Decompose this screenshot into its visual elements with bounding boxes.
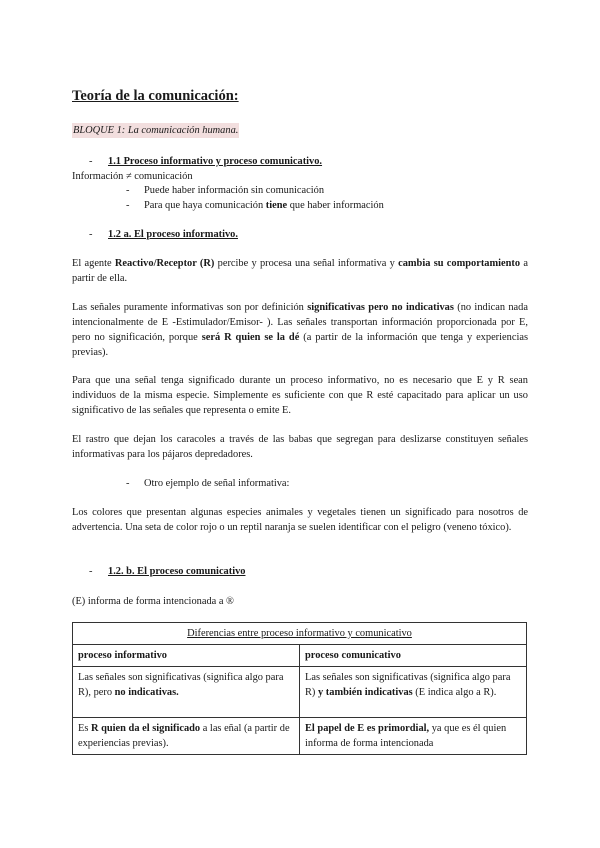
- list-item-text: Para que haya comunicación: [144, 200, 266, 211]
- example-bullet: Otro ejemplo de señal informativa:: [144, 478, 290, 489]
- paragraph-snails: El rastro que dejan los caracoles a través de las babas que segregan para deslizarse constituyen señales informativas para los pájaros depredadores.: [72, 434, 528, 460]
- table-cell: Es R quien da el significado a las eñal (a partir de experiencias previas).: [73, 718, 300, 755]
- table-cell: Las señales son significativas (significa algo para R) y también indicativas (E indica algo a R).: [300, 667, 527, 718]
- paragraph-signals: Las señales puramente informativas son por definición significativas pero no indicativas (no indican nada intencionalmente de E -Estimulador/Emisor- ). Las señales transportan información proporcionada por E, pero no significación, porque será R quien se la dé (a partir de la información que tenga y experiencias previas).: [72, 302, 528, 358]
- bullet-dash: -: [126, 185, 130, 196]
- table-row: [73, 718, 527, 755]
- paragraph-species: Para que una señal tenga significado durante un proceso informativo, no es necesario que E y R sean individuos de la misma especie. Simplemente es suficiente con que R esté capacitado para aplicar un uso significativo de las señales que representa o emite E.: [72, 375, 528, 416]
- column-header-communicative: proceso comunicativo: [300, 645, 527, 667]
- info-vs-communication-line: Información ≠ comunicación: [72, 171, 193, 182]
- list-item-text: que haber información: [287, 200, 384, 211]
- bullet-dash: -: [89, 566, 93, 577]
- paragraph-agent: El agente Reactivo/Receptor (R) percibe y procesa una señal informativa y cambia su comportamiento a partir de ella.: [72, 258, 528, 284]
- comparison-table: [72, 622, 527, 755]
- page-title: Teoría de la comunicación:: [72, 88, 239, 104]
- table-cell: Las señales son significativas (significa algo para R), pero no indicativas.: [73, 667, 300, 718]
- table-header-row: [73, 645, 527, 667]
- intentional-inform-line: (E) informa de forma intencionada a ®: [72, 596, 234, 607]
- block-label: BLOQUE 1: La comunicación humana.: [73, 125, 239, 136]
- list-item-text: Puede haber información sin comunicación: [144, 185, 325, 196]
- table-row: [73, 667, 527, 718]
- bullet-dash: -: [126, 200, 130, 211]
- table-caption-row: [73, 623, 527, 645]
- column-header-informative: proceso informativo: [73, 645, 300, 667]
- bullet-dash: -: [89, 229, 93, 240]
- table-caption: Diferencias entre proceso informativo y comunicativo: [73, 623, 527, 645]
- bullet-dash: -: [126, 478, 130, 489]
- list-item: [144, 198, 384, 213]
- list-item: [144, 183, 324, 198]
- section-heading-1-1: 1.1 Proceso informativo y proceso comunicativo.: [108, 156, 323, 167]
- list-item-bold: tiene: [265, 200, 288, 211]
- paragraph-colors: Los colores que presentan algunas especies animales y vegetales tienen un significado para nosotros de advertencia. Una seta de color rojo o un reptil naranja se suelen identificar con el peligro (veneno tóxico).: [72, 507, 528, 533]
- section-heading-1-2a: 1.2 a. El proceso informativo.: [108, 229, 238, 240]
- bullet-dash: -: [89, 156, 93, 167]
- table-cell: El papel de E es primordial, ya que es él quien informa de forma intencionada: [300, 718, 527, 755]
- section-heading-1-2b: 1.2. b. El proceso comunicativo: [108, 566, 246, 577]
